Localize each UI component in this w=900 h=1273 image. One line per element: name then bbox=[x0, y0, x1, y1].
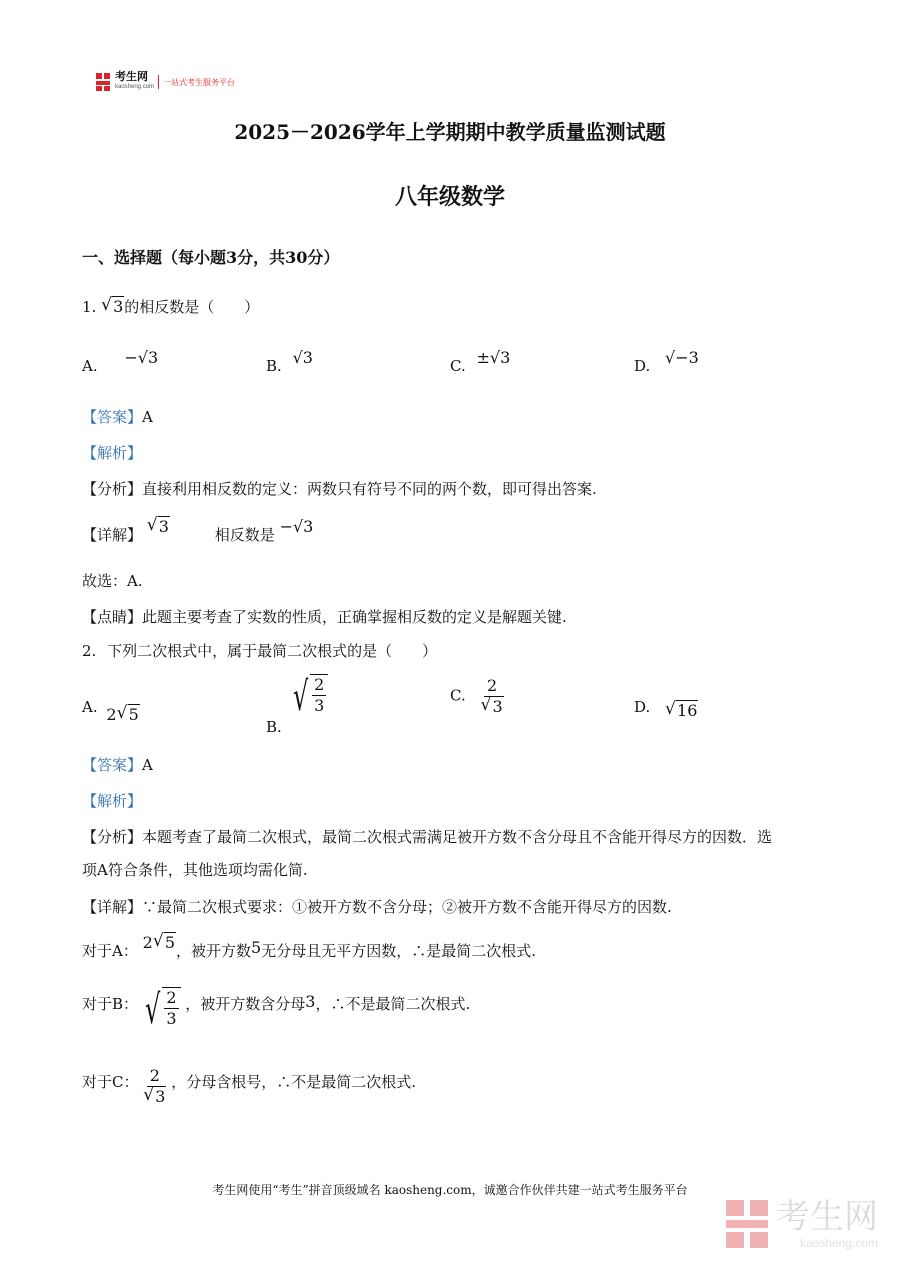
question-number: 1. bbox=[82, 298, 97, 316]
xiangjie-tag: 【详解】 bbox=[82, 526, 143, 544]
for-label: 对于C： bbox=[82, 1072, 139, 1091]
footer-text: 考生网使用“考生”拼音顶级域名 kaosheng.com，诚邀合作伙伴共建一站式考生服务平台 bbox=[212, 1183, 688, 1197]
logo-domain: kaosheng.com bbox=[115, 84, 155, 90]
option-math: 2 √ 5 bbox=[106, 703, 139, 724]
question-number: 2. bbox=[82, 642, 97, 660]
option-label: A. bbox=[82, 357, 98, 375]
for-label: 对于B： bbox=[82, 995, 139, 1013]
exam-subtitle: 八年级数学 bbox=[394, 184, 505, 210]
answer-value: A bbox=[142, 756, 153, 774]
logo-slogan: 一站式考生服务平台 bbox=[163, 77, 236, 87]
q1-guxuan: 故选：A. bbox=[82, 572, 143, 590]
frac-expression: 2 √ 3 bbox=[143, 1066, 166, 1106]
answer-value: A bbox=[142, 408, 153, 426]
for-text: ，∴不是最简二次根式. bbox=[315, 995, 471, 1013]
header-logo bbox=[96, 72, 235, 92]
sqrt-expression: √ 3 bbox=[101, 295, 124, 316]
watermark-name: 考生网 bbox=[776, 1198, 878, 1236]
kaosheng-logo-icon bbox=[96, 73, 112, 91]
for-text: 无分母且无平方因数，∴是最简二次根式. bbox=[261, 942, 536, 960]
q2-fenxi-line2: 项A符合条件，其他选项均需化简. bbox=[82, 861, 308, 879]
exam-title: 2025－2026学年上学期期中教学质量监测试题 bbox=[234, 120, 666, 144]
option-label: B. bbox=[266, 357, 282, 375]
xiangjie-text: ∵最简二次根式要求：①被开方数不含分母；②被开方数不含能开得尽方的因数. bbox=[142, 898, 672, 916]
q1-dianjing bbox=[82, 606, 567, 627]
option-label: A. bbox=[82, 698, 98, 716]
option-math: 2 √ 3 bbox=[480, 676, 503, 716]
option-label: C. bbox=[450, 357, 466, 375]
neg-sqrt-expression: −√3 bbox=[279, 517, 314, 536]
question-stem: 的相反数是（ ） bbox=[124, 298, 260, 316]
q2-option-b bbox=[266, 674, 328, 736]
q2-option-c bbox=[450, 676, 504, 717]
option-math: ±√3 bbox=[476, 348, 511, 367]
q2-analysis-tag: 【解析】 bbox=[82, 792, 143, 810]
frac-sqrt-expression: √ $\frac{2}{3}$ bbox=[145, 987, 181, 1033]
option-math: √ $\frac{2}{3}$ bbox=[293, 674, 329, 720]
q2-for-b bbox=[82, 987, 470, 1033]
q2-fenxi-line1 bbox=[82, 826, 772, 847]
fenxi-tag: 【分析】 bbox=[82, 480, 143, 498]
for-text: ，被开方数含分母 bbox=[185, 995, 306, 1013]
option-label: D. bbox=[634, 698, 651, 716]
for-label: 对于A： bbox=[82, 942, 138, 960]
q2-for-a bbox=[82, 931, 536, 961]
dianjing-tag: 【点睛】 bbox=[82, 608, 143, 626]
q1-analysis-tag: 【解析】 bbox=[82, 444, 143, 462]
for-text: ，分母含根号，∴不是最简二次根式. bbox=[171, 1072, 417, 1091]
answer-tag: 【答案】 bbox=[82, 408, 143, 426]
for-num: 3 bbox=[305, 992, 316, 1011]
q1-option-a bbox=[82, 348, 159, 375]
xiangjie-tag: 【详解】 bbox=[82, 898, 143, 916]
fenxi-tag: 【分析】 bbox=[82, 828, 143, 846]
q1-option-b bbox=[266, 348, 313, 375]
question-2 bbox=[82, 640, 437, 661]
q1-answer bbox=[82, 406, 153, 427]
for-text: ，被开方数 bbox=[176, 942, 252, 960]
fenxi-text: 直接利用相反数的定义：两数只有符号不同的两个数，即可得出答案. bbox=[142, 480, 597, 498]
q1-option-c bbox=[450, 348, 511, 375]
logo-name: 考生网 bbox=[115, 71, 148, 83]
watermark-logo bbox=[726, 1198, 878, 1250]
answer-tag: 【答案】 bbox=[82, 756, 143, 774]
option-label: D. bbox=[634, 357, 651, 375]
q2-xiangjie bbox=[82, 896, 672, 917]
q2-answer bbox=[82, 754, 153, 775]
question-1 bbox=[82, 296, 259, 317]
option-math: √ 16 bbox=[665, 699, 698, 720]
q1-option-d bbox=[634, 348, 699, 375]
q2-option-d bbox=[634, 697, 698, 720]
for-num: 5 bbox=[251, 938, 262, 957]
sqrt-expression: √ 3 bbox=[146, 515, 169, 536]
sqrt-expression: 2 √ 5 bbox=[142, 931, 175, 952]
kaosheng-watermark-icon bbox=[726, 1200, 770, 1248]
dianjing-text: 此题主要考查了实数的性质，正确掌握相反数的定义是解题关键. bbox=[142, 608, 567, 626]
fenxi-text: 本题考查了最简二次根式，最简二次根式需满足被开方数不含分母且不含能开得尽方的因数．选 bbox=[142, 828, 773, 846]
option-label: B. bbox=[266, 718, 282, 736]
q2-option-a bbox=[82, 697, 139, 724]
q2-for-c bbox=[82, 1066, 416, 1107]
xiangjie-text: 相反数是 bbox=[214, 526, 275, 544]
watermark-domain: kaosheng.com bbox=[799, 1236, 878, 1250]
option-label: C. bbox=[450, 686, 466, 705]
option-math: √3 bbox=[292, 348, 313, 367]
q1-fenxi bbox=[82, 478, 597, 499]
question-stem: 下列二次根式中，属于最简二次根式的是（ ） bbox=[107, 642, 438, 660]
q1-xiangjie bbox=[82, 515, 314, 545]
option-math: −√3 bbox=[124, 348, 159, 367]
section-heading-choice: 一、选择题（每小题3分，共30分） bbox=[82, 248, 340, 267]
option-math: √−3 bbox=[665, 348, 699, 367]
